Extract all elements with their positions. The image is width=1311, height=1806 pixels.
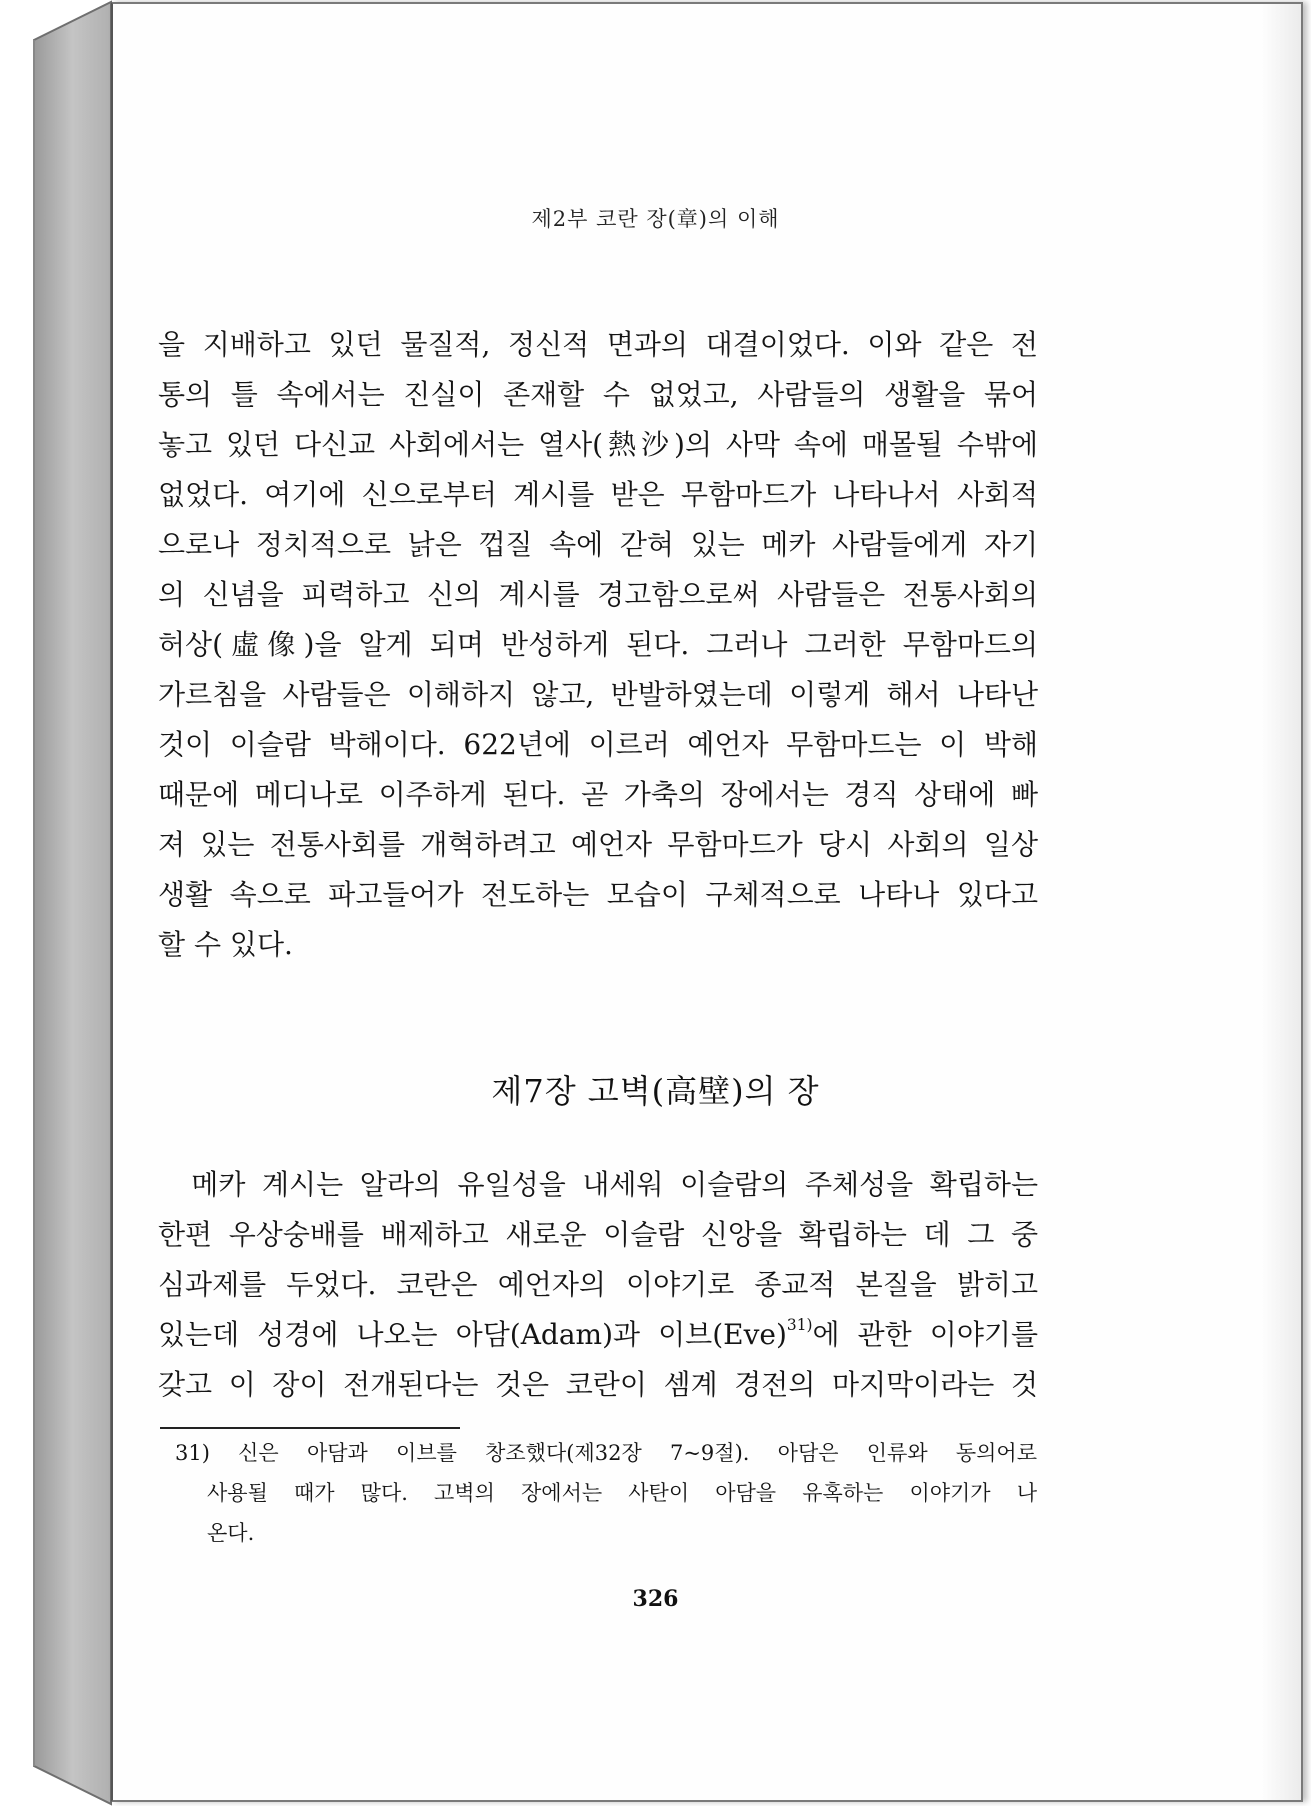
- text-line: 없었다. 여기에 신으로부터 계시를 받은 무함마드가 나타나서 사회적: [158, 478, 1038, 511]
- paragraph-1: [158, 320, 1038, 970]
- chapter-title: 제7장 고벽(高壁)의 장: [491, 1072, 820, 1110]
- text-line: 으로나 정치적으로 낡은 껍질 속에 갇혀 있는 메카 사람들에게 자기: [158, 528, 1038, 561]
- text-line: 갖고 이 장이 전개된다는 것은 코란이 셈계 경전의 마지막이라는 것: [158, 1368, 1038, 1401]
- text-line: 을 지배하고 있던 물질적, 정신적 면과의 대결이었다. 이와 같은 전: [158, 328, 1038, 361]
- paragraph-2: [158, 1160, 1038, 1410]
- text-line: 통의 틀 속에서는 진실이 존재할 수 없었고, 사람들의 생활을 묶어: [158, 378, 1038, 411]
- page-edge-shadow: [1261, 4, 1301, 1800]
- footnote-ref[interactable]: 31): [786, 1316, 813, 1335]
- text-line: 허상(虛像)을 알게 되며 반성하게 된다. 그러나 그러한 무함마드의: [158, 628, 1038, 661]
- book-spine: [0, 0, 112, 1806]
- text-line: 져 있는 전통사회를 개혁하려고 예언자 무함마드가 당시 사회의 일상: [158, 828, 1038, 861]
- text-segment: 에 관한 이야기를: [812, 1318, 1038, 1351]
- text-line: 한편 우상숭배를 배제하고 새로운 이슬람 신앙을 확립하는 데 그 중: [158, 1218, 1038, 1251]
- text-line: 것이 이슬람 박해이다. 622년에 이르러 예언자 무함마드는 이 박해: [158, 728, 1038, 761]
- text-line: 놓고 있던 다신교 사회에서는 열사(熱沙)의 사막 속에 매몰될 수밖에: [158, 428, 1038, 461]
- text-line: 가르침을 사람들은 이해하지 않고, 반발하였는데 이렇게 해서 나타난: [158, 678, 1038, 711]
- running-head: 제2부 코란 장(章)의 이해: [531, 207, 780, 231]
- page-number: 326: [632, 1586, 679, 1612]
- text-line: 때문에 메디나로 이주하게 된다. 곧 가축의 장에서는 경직 상태에 빠: [158, 778, 1038, 811]
- text-line-with-footnote: [158, 1310, 1038, 1360]
- footnote-line: 사용될 때가 많다. 고벽의 장에서는 사탄이 아담을 유혹하는 이야기가 나: [207, 1481, 1037, 1505]
- footnote-divider: [160, 1427, 460, 1429]
- text-line: 할 수 있다.: [158, 928, 293, 961]
- text-line: 생활 속으로 파고들어가 전도하는 모습이 구체적으로 나타나 있다고: [158, 878, 1038, 911]
- text-segment: 있는데 성경에 나오는 아담(Adam)과 이브(Eve): [158, 1318, 787, 1351]
- footnote-line: 31) 신은 아담과 이브를 창조했다(제32장 7~9절). 아담은 인류와 동의어로: [175, 1441, 1037, 1465]
- footnote: [175, 1433, 1037, 1553]
- book-spine-shape: [0, 0, 112, 1806]
- text-line: 의 신념을 피력하고 신의 계시를 경고함으로써 사람들은 전통사회의: [158, 578, 1038, 611]
- text-line: 메카 계시는 알라의 유일성을 내세워 이슬람의 주체성을 확립하는: [158, 1168, 1038, 1201]
- footnote-line: 온다.: [207, 1521, 255, 1545]
- text-line: 심과제를 두었다. 코란은 예언자의 이야기로 종교적 본질을 밝히고: [158, 1268, 1038, 1301]
